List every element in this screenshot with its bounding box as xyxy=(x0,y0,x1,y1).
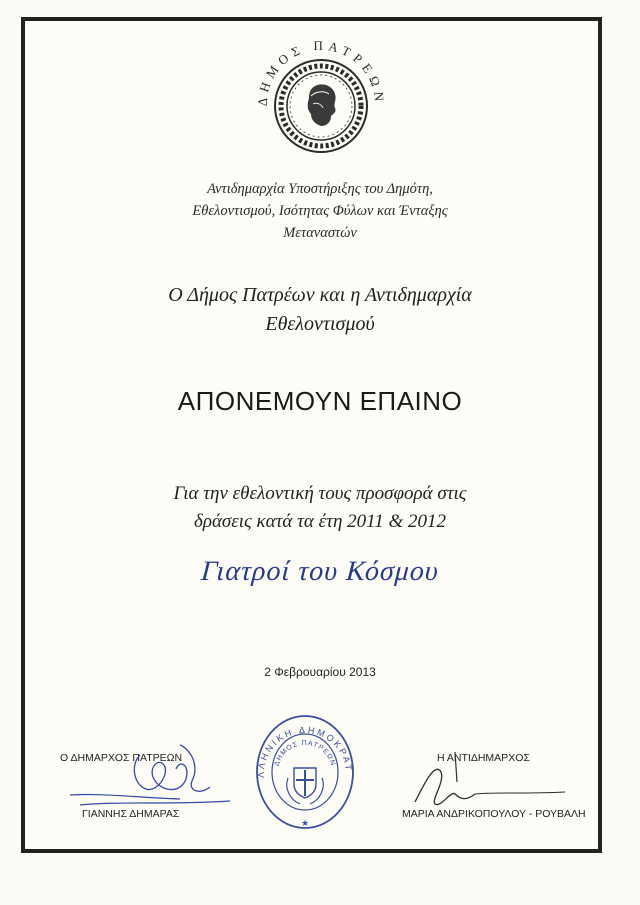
reason-line-1: Για την εθελοντική τους προσφορά στις xyxy=(173,483,467,504)
seal-text: ΔΗΜΟΣ ΠΑΤΡΕΩΝ xyxy=(254,37,388,107)
official-stamp xyxy=(254,708,356,836)
awarder-line-2: Εθελοντισμού xyxy=(265,313,375,335)
right-signatory-role: Η ΑΝΤΙΔΗΜΑΡΧΟΣ xyxy=(437,752,530,764)
issue-date: 2 Φεβρουαρίου 2013 xyxy=(264,665,376,679)
recipient-name: Γιατροί του Κόσμου xyxy=(200,556,440,587)
certificate-title: ΑΠΟΝΕΜΟΥΝ ΕΠΑΙΝΟ xyxy=(177,386,463,416)
left-signatory-role: Ο ΔΗΜΑΡΧΟΣ ΠΑΤΡΕΩΝ xyxy=(60,752,183,764)
reason-line-2: δράσεις κατά τα έτη 2011 & 2012 xyxy=(194,511,446,532)
department-line-2: Εθελοντισμού, Ισότητας Φύλων και Ένταξης xyxy=(192,203,448,219)
stamp-icon xyxy=(254,708,356,836)
department-heading xyxy=(100,178,540,244)
seal-logo-icon xyxy=(253,34,389,162)
municipality-seal xyxy=(253,34,389,162)
svg-text:★: ★ xyxy=(300,818,310,828)
stamp-inner-text: ΔΗΜΟΣ ΠΑΤΡΕΩΝ xyxy=(273,739,337,768)
stamp-outer-text: ΛΛΗΝΙΚΗ ΔΗΜΟΚΡΑΤ xyxy=(255,724,355,778)
awarder-text xyxy=(80,281,560,339)
department-line-1: Αντιδημαρχία Υποστήριξης του Δημότη, xyxy=(207,181,433,197)
left-signatory-name: ΓΙΑΝΝΗΣ ΔΗΜΑΡΑΣ xyxy=(82,808,180,820)
award-reason xyxy=(80,480,560,536)
department-line-3: Μεταναστών xyxy=(283,225,357,241)
right-signatory-name: ΜΑΡΙΑ ΑΝΔΡΙΚΟΠΟΥΛΟΥ - ΡΟΥΒΑΛΗ xyxy=(402,808,586,820)
awarder-line-1: Ο Δήμος Πατρέων και η Αντιδημαρχία xyxy=(168,284,472,306)
